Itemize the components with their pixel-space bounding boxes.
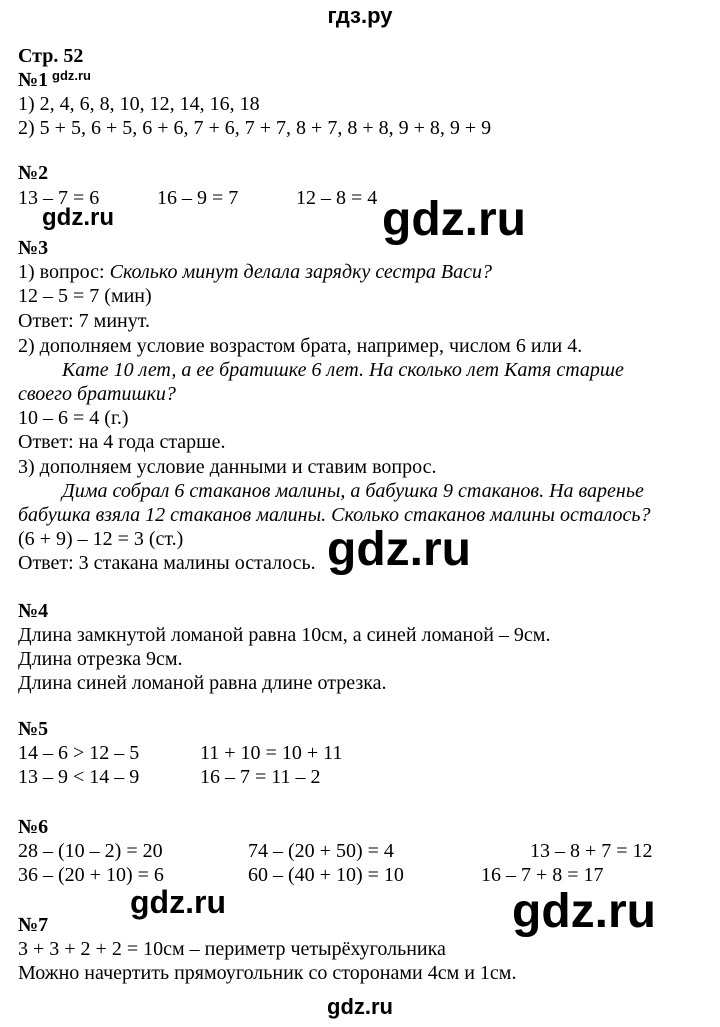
task-3-line-7: 10 – 6 = 4 (г.)	[18, 407, 129, 429]
task-3-question	[18, 260, 492, 285]
task-6-eq-6: 16 – 7 + 8 = 17	[481, 864, 604, 886]
task-5-cmp-3: 13 – 9 < 14 – 9	[18, 766, 140, 788]
task-6-eq-1: 28 – (10 – 2) = 20	[18, 840, 163, 862]
task-3-line-13: Ответ: 3 стакана малины осталось.	[18, 552, 316, 574]
task-3-line-9: 3) дополняем условие данными и ставим вопрос.	[18, 456, 437, 478]
task-4-line-1: Длина замкнутой ломаной равна 10см, а синей ломаной – 9см.	[18, 624, 551, 646]
task-1-line-2: 2) 5 + 5, 6 + 5, 6 + 6, 7 + 6, 7 + 7, 8 + 7, 8 + 8, 9 + 8, 9 + 9	[18, 117, 492, 139]
task-3-line-5: Кате 10 лет, а ее братишке 6 лет. На сколько лет Катя старше	[62, 359, 624, 381]
watermark-small-1: gdz.ru	[52, 68, 91, 83]
task-7-line-1: 3 + 3 + 2 + 2 = 10см – периметр четырёхугольника	[18, 938, 446, 960]
task-3-line-12: (6 + 9) – 12 = 3 (ст.)	[18, 528, 184, 550]
site-footer: gdz.ru	[327, 994, 393, 1019]
task-1-title: №1	[18, 69, 49, 91]
task-3-line-6: своего братишки?	[18, 383, 176, 405]
task-3-question-prefix: 1) вопрос:	[18, 261, 110, 283]
task-3-line-4: 2) дополняем условие возрастом брата, например, числом 6 или 4.	[18, 335, 583, 357]
task-5-title: №5	[18, 718, 49, 740]
watermark-small-2: gdz.ru	[42, 204, 114, 231]
watermark-large-3: gdz.ru	[512, 885, 656, 938]
task-3-line-10: Дима собрал 6 стаканов малины, а бабушка 9 стаканов. На варенье	[62, 480, 644, 502]
watermark-large-2: gdz.ru	[327, 523, 471, 576]
task-4-line-3: Длина синей ломаной равна длине отрезка.	[18, 672, 387, 694]
task-3-title: №3	[18, 237, 49, 259]
task-3-line-2: 12 – 5 = 7 (мин)	[18, 285, 152, 307]
task-4-line-2: Длина отрезка 9см.	[18, 648, 183, 670]
task-5-cmp-2: 11 + 10 = 10 + 11	[200, 742, 343, 764]
task-5-cmp-1: 14 – 6 > 12 – 5	[18, 742, 140, 764]
task-3-line-11: бабушка взяла 12 стаканов малины. Сколько стаканов малины осталось?	[18, 504, 651, 526]
task-6-eq-4: 36 – (20 + 10) = 6	[18, 864, 164, 886]
task-7-title: №7	[18, 914, 49, 936]
task-6-title: №6	[18, 816, 49, 838]
task-7-line-2: Можно начертить прямоугольник со сторонами 4см и 1см.	[18, 962, 517, 984]
task-6-eq-3: 13 – 8 + 7 = 12	[530, 840, 653, 862]
task-6-eq-2: 74 – (20 + 50) = 4	[248, 840, 394, 862]
task-3-line-8: Ответ: на 4 года старше.	[18, 431, 226, 453]
watermark-large-1: gdz.ru	[382, 193, 526, 246]
task-3-question-text: Сколько минут делала зарядку сестра Васи?	[109, 261, 492, 283]
task-1-line-1: 1) 2, 4, 6, 8, 10, 12, 14, 16, 18	[18, 93, 260, 115]
task-2-title: №2	[18, 162, 49, 184]
task-5-cmp-4: 16 – 7 = 11 – 2	[200, 766, 321, 788]
page-title: Стр. 52	[18, 45, 84, 67]
task-2-eq-1: 13 – 7 = 6	[18, 187, 100, 209]
task-2-eq-2: 16 – 9 = 7	[157, 187, 239, 209]
task-3-line-3: Ответ: 7 минут.	[18, 310, 150, 332]
task-2-eq-3: 12 – 8 = 4	[296, 187, 378, 209]
task-4-title: №4	[18, 600, 49, 622]
site-header: гдз.ру	[327, 3, 393, 28]
watermark-medium-1: gdz.ru	[130, 884, 226, 920]
task-6-eq-5: 60 – (40 + 10) = 10	[248, 864, 404, 886]
